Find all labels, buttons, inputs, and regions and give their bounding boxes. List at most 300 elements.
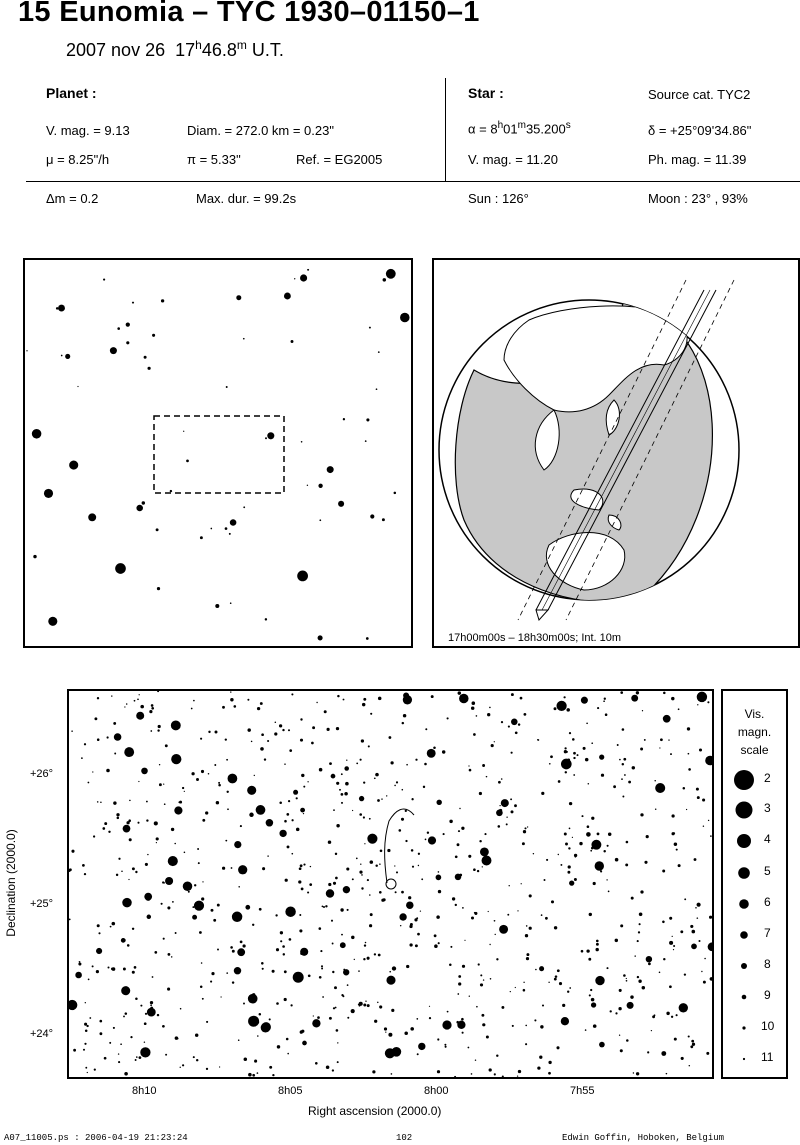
- star-dot: [265, 437, 267, 439]
- star-dot: [363, 781, 365, 783]
- star-dot: [481, 1014, 484, 1017]
- star-dot: [360, 759, 362, 761]
- star-dot: [421, 878, 423, 880]
- star-dot: [637, 976, 639, 978]
- star-dot: [71, 850, 74, 853]
- star-dot: [480, 974, 482, 976]
- star-dot: [708, 942, 712, 951]
- star-dot: [313, 1015, 314, 1016]
- star-dot: [374, 1020, 377, 1023]
- star-dot: [438, 942, 440, 944]
- legend-label-10: 10: [761, 1019, 775, 1033]
- star-dot: [284, 970, 287, 973]
- star-dot: [165, 744, 168, 747]
- star-dot: [434, 944, 438, 948]
- star-dot: [341, 793, 344, 796]
- star-dot: [703, 825, 704, 826]
- star-dot: [374, 953, 376, 955]
- star-dot: [329, 1017, 332, 1020]
- star-dot: [455, 904, 457, 906]
- star-dot: [282, 945, 285, 948]
- star-dot: [569, 880, 574, 885]
- star-dot: [403, 695, 412, 704]
- star-dot: [163, 938, 165, 940]
- star-dot: [275, 721, 277, 723]
- star-dot: [300, 274, 307, 281]
- star-dot: [98, 932, 100, 934]
- star-dot: [558, 854, 559, 855]
- star-dot: [586, 722, 588, 724]
- star-dot: [457, 993, 459, 995]
- star-dot: [402, 789, 404, 791]
- finder-chart: [25, 260, 411, 646]
- star-dot: [462, 965, 465, 968]
- star-dot: [298, 880, 301, 883]
- legend-dot-11: [743, 1058, 745, 1060]
- star-dot: [378, 954, 381, 957]
- star-dot: [124, 1072, 128, 1076]
- star-dot: [595, 976, 604, 985]
- star-dot: [496, 958, 498, 960]
- star-dot: [134, 966, 137, 969]
- star-dot: [678, 864, 681, 867]
- star-dot: [226, 759, 228, 761]
- star-chart: [69, 691, 712, 1077]
- star-dot: [99, 1020, 102, 1023]
- star-dot: [569, 987, 571, 989]
- star-dot: [486, 1036, 489, 1039]
- star-dot: [158, 725, 161, 728]
- star-dot: [486, 776, 488, 778]
- star-dot: [411, 849, 414, 852]
- star-dot: [33, 555, 36, 558]
- star-dot: [343, 886, 350, 893]
- star-dot: [671, 814, 674, 817]
- star-dot: [471, 706, 474, 709]
- star-dot: [261, 1023, 271, 1033]
- star-dot: [538, 739, 540, 741]
- star-dot: [97, 697, 99, 699]
- star-dot: [341, 994, 343, 996]
- x-tick-3: 8h00: [424, 1085, 449, 1097]
- star-dot: [234, 841, 241, 848]
- star-dot: [182, 787, 184, 789]
- star-phmag: Ph. mag. = 11.39: [648, 152, 747, 167]
- star-dot: [343, 969, 349, 975]
- event-minute: 46.8: [201, 40, 237, 60]
- star-dot: [554, 707, 557, 710]
- star-dot: [673, 949, 674, 950]
- globe-panel: [432, 258, 800, 648]
- star-dot: [178, 801, 180, 803]
- star-dot: [182, 1064, 184, 1066]
- ra-s-unit: s: [565, 120, 571, 131]
- star-dot: [647, 1051, 649, 1053]
- star-dot: [525, 934, 528, 937]
- star-dot: [85, 1030, 88, 1033]
- star-dot: [615, 858, 619, 862]
- star-dot: [376, 388, 378, 390]
- star-dot: [134, 700, 136, 702]
- star-dot: [232, 981, 234, 983]
- star-dot: [265, 618, 267, 620]
- star-dot: [245, 905, 250, 910]
- page-title: 15 Eunomia – TYC 1930–01150–1: [18, 0, 480, 28]
- finder-stars: [26, 269, 409, 641]
- star-dot: [424, 763, 427, 766]
- star-dot: [673, 945, 675, 947]
- star-dot: [696, 788, 699, 791]
- star-dot: [319, 976, 322, 979]
- star-dot: [449, 820, 452, 823]
- x-tick-1: 8h10: [132, 1085, 157, 1097]
- star-dot: [568, 847, 570, 849]
- star-dot: [324, 710, 327, 713]
- star-dot: [368, 745, 370, 747]
- star-dot: [591, 998, 595, 1002]
- star-dot: [511, 810, 514, 813]
- star-dot: [569, 802, 572, 805]
- star-dot: [226, 972, 228, 974]
- star-dot: [688, 768, 691, 771]
- star-dot: [359, 813, 362, 816]
- star-dot: [196, 1059, 198, 1061]
- star-dot: [114, 733, 122, 741]
- star-dot: [388, 736, 391, 739]
- star-dot: [94, 717, 97, 720]
- star-dot: [147, 915, 151, 919]
- star-dot: [564, 747, 566, 749]
- star-dot: [674, 843, 677, 846]
- star-dot: [343, 418, 345, 420]
- star-dot: [488, 911, 489, 912]
- star-dot: [400, 313, 410, 323]
- star-dot: [257, 1035, 259, 1037]
- star-dot: [113, 1027, 115, 1029]
- star-dot: [325, 905, 327, 907]
- star-heading: Star :: [468, 85, 504, 101]
- star-dot: [442, 750, 445, 753]
- star-dot: [477, 870, 479, 872]
- star-dot: [679, 1003, 688, 1012]
- star-dot: [550, 755, 553, 758]
- star-dot: [352, 810, 353, 811]
- star-dot: [326, 1065, 330, 1069]
- star-dot: [193, 700, 195, 702]
- star-dot: [88, 513, 96, 521]
- star-dot: [683, 787, 686, 790]
- star-dot: [136, 712, 144, 720]
- star-dot: [548, 982, 549, 983]
- star-dot: [193, 1056, 195, 1058]
- star-dot: [631, 695, 638, 702]
- star-dot: [118, 1061, 120, 1063]
- star-dot: [613, 785, 616, 788]
- star-dot: [307, 485, 308, 486]
- star-dot: [707, 701, 709, 703]
- star-dot: [640, 748, 643, 751]
- star-dot: [318, 635, 323, 640]
- star-dot: [687, 727, 690, 730]
- star-dot: [686, 809, 687, 810]
- star-dot: [681, 1057, 684, 1060]
- star-dot: [170, 490, 172, 492]
- star-dot: [606, 879, 607, 880]
- star-dot: [347, 1017, 349, 1019]
- star-dot: [556, 1046, 559, 1049]
- star-dot: [275, 914, 277, 916]
- star-dot: [646, 956, 652, 962]
- star-dot: [480, 983, 483, 986]
- star-dot: [546, 859, 548, 861]
- star-dot: [332, 943, 334, 945]
- star-dot: [254, 775, 255, 776]
- star-dot: [661, 1051, 666, 1056]
- star-dot: [633, 1072, 634, 1073]
- legend-title-3: scale: [740, 743, 769, 757]
- star-dot: [369, 818, 371, 820]
- star-dot: [296, 797, 298, 799]
- star-dot: [619, 1035, 620, 1036]
- star-dot: [293, 972, 304, 983]
- star-dot: [482, 764, 485, 767]
- star-dot: [214, 764, 216, 766]
- star-dot: [147, 854, 148, 855]
- star-dot: [409, 925, 412, 928]
- star-dot: [489, 707, 491, 709]
- star-dot: [391, 1073, 393, 1075]
- star-dot: [165, 877, 173, 885]
- star-dot: [462, 1032, 464, 1034]
- star-dot: [335, 877, 338, 880]
- star-dot: [122, 898, 131, 907]
- star-dot: [346, 760, 347, 761]
- star-dot: [104, 822, 107, 825]
- star-dot: [468, 765, 469, 766]
- star-dot: [540, 1025, 543, 1028]
- star-dot: [480, 847, 489, 856]
- star-dot: [347, 909, 349, 911]
- star-dot: [252, 993, 255, 996]
- star-dot: [130, 1036, 132, 1038]
- star-dot: [336, 1029, 339, 1032]
- star-dot: [569, 828, 571, 830]
- star-dot: [144, 1041, 145, 1042]
- star-dot: [129, 800, 131, 802]
- star-dot: [267, 432, 274, 439]
- star-dot: [218, 784, 221, 787]
- x-tick-4: 7h55: [570, 1085, 595, 1097]
- star-dot: [575, 856, 577, 858]
- star-dot: [356, 858, 358, 860]
- star-dot: [545, 917, 548, 920]
- star-dot: [370, 860, 374, 864]
- star-dot: [676, 849, 678, 851]
- star-dot: [297, 571, 308, 582]
- legend-label-7: 7: [764, 926, 771, 940]
- star-dot: [230, 519, 237, 526]
- star-dot: [299, 929, 302, 932]
- star-dot: [194, 884, 196, 886]
- star-dot: [84, 873, 86, 875]
- star-dot: [452, 897, 455, 900]
- ra-hours: α = 8: [468, 121, 498, 137]
- star-dot: [267, 740, 269, 742]
- star-dot: [415, 759, 417, 761]
- footer-page-number: 102: [396, 1133, 413, 1143]
- star-dot: [202, 819, 205, 822]
- star-dot: [85, 1002, 86, 1003]
- star-dot: [380, 849, 383, 852]
- star-dot: [150, 730, 152, 732]
- star-dot: [476, 1006, 478, 1008]
- star-dot: [336, 824, 339, 827]
- event-datetime: [66, 38, 284, 61]
- star-dot: [145, 1013, 147, 1015]
- star-dot: [248, 1073, 252, 1077]
- star-dot: [638, 980, 641, 983]
- star-dot: [85, 1067, 87, 1069]
- star-dot: [346, 867, 349, 870]
- star-dot: [218, 782, 220, 784]
- star-dot: [232, 950, 235, 953]
- star-dot: [172, 901, 174, 903]
- star-dot: [92, 965, 94, 967]
- star-dot: [116, 813, 119, 816]
- star-dot: [288, 800, 290, 802]
- star-dot: [395, 891, 397, 893]
- star-dot: [71, 730, 73, 732]
- star-dot: [459, 694, 469, 704]
- star-dot: [581, 697, 588, 704]
- star-dot: [331, 920, 333, 922]
- star-dot: [272, 970, 275, 973]
- ra-h-unit: h: [497, 120, 504, 131]
- star-dot: [688, 1035, 690, 1037]
- star-dot: [319, 768, 323, 772]
- star-dot: [394, 785, 396, 787]
- star-dot: [225, 527, 228, 530]
- star-dot: [655, 808, 656, 809]
- star-dot: [310, 866, 311, 867]
- star-dot: [585, 758, 589, 762]
- star-dot: [390, 761, 393, 764]
- star-dot: [301, 888, 304, 891]
- y-axis-label: Declination (2000.0): [4, 829, 18, 937]
- star-dot: [511, 752, 513, 754]
- star-dot: [243, 1003, 245, 1005]
- star-dot: [252, 924, 254, 926]
- star-dot: [464, 940, 465, 941]
- star-dot: [506, 817, 507, 818]
- star-dot: [499, 805, 500, 806]
- star-dot: [107, 966, 109, 968]
- star-dot: [363, 958, 365, 960]
- star-dot: [183, 431, 184, 432]
- star-dot: [191, 772, 194, 775]
- star-dot: [379, 1005, 382, 1008]
- star-dot: [222, 867, 225, 870]
- star-dot: [537, 1066, 540, 1069]
- star-dot: [617, 744, 619, 746]
- star-dot: [640, 890, 643, 893]
- star-dot: [210, 528, 212, 530]
- star-dot: [678, 708, 680, 710]
- planet-diameter: Diam. = 272.0 km = 0.23": [187, 123, 334, 138]
- star-dot: [200, 985, 203, 988]
- star-dot: [644, 739, 646, 741]
- star-dot: [277, 1045, 280, 1048]
- star-dot: [622, 763, 624, 765]
- star-dot: [321, 965, 323, 967]
- star-dot: [406, 901, 414, 909]
- star-dot: [69, 868, 72, 871]
- star-dot: [644, 861, 647, 864]
- star-dot: [529, 894, 532, 897]
- star-dot: [447, 1011, 449, 1013]
- star-source-catalog: Source cat. TYC2: [648, 87, 751, 102]
- star-dot: [389, 971, 391, 973]
- star-dot: [557, 969, 560, 972]
- star-dot: [626, 841, 629, 844]
- star-dot: [309, 883, 312, 886]
- star-dot: [132, 867, 135, 870]
- star-dot: [539, 966, 544, 971]
- star-dot: [352, 878, 354, 880]
- star-dot: [323, 906, 325, 908]
- star-dot: [135, 997, 138, 1000]
- star-dot: [534, 1019, 536, 1021]
- star-dot: [381, 798, 382, 799]
- star-dot: [140, 705, 144, 709]
- moon-info: Moon : 23° , 93%: [648, 191, 748, 206]
- star-dot: [383, 278, 386, 281]
- legend-symbols: [723, 691, 786, 1077]
- star-dot: [344, 792, 348, 796]
- star-dot: [117, 327, 120, 330]
- y-tick-1: +26°: [30, 768, 54, 780]
- star-dot: [279, 801, 282, 804]
- star-dot: [287, 1053, 289, 1055]
- star-dot: [517, 910, 518, 911]
- star-dot: [331, 774, 336, 779]
- star-dot: [590, 989, 592, 991]
- star-dot: [259, 1013, 262, 1016]
- star-dot: [247, 699, 249, 701]
- star-dot: [81, 757, 83, 759]
- star-dot: [337, 1042, 338, 1043]
- star-dot: [527, 826, 528, 827]
- star-dot: [322, 996, 324, 998]
- star-dot: [260, 702, 263, 705]
- star-dot: [627, 1002, 634, 1009]
- star-dot: [340, 942, 346, 948]
- star-dot: [79, 961, 81, 963]
- star-dot: [300, 952, 303, 955]
- star-dot: [444, 1044, 446, 1046]
- star-dot: [690, 925, 693, 928]
- star-dot: [88, 979, 90, 981]
- star-dot: [484, 833, 486, 835]
- star-dot: [443, 833, 445, 835]
- star-dot: [501, 721, 503, 723]
- star-dot: [332, 1069, 334, 1071]
- star-dot: [257, 1072, 259, 1074]
- star-dot: [215, 604, 219, 608]
- star-dot: [284, 820, 287, 823]
- star-dot: [140, 1005, 142, 1007]
- star-dot: [126, 322, 130, 326]
